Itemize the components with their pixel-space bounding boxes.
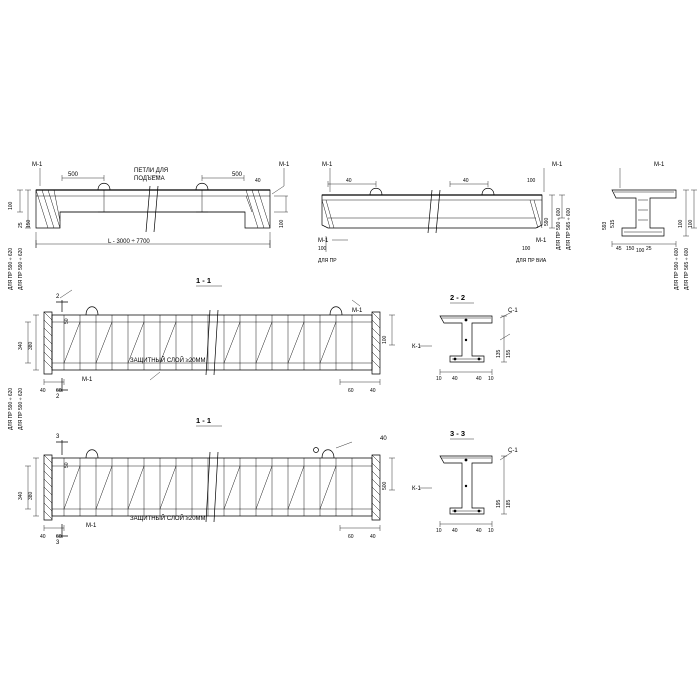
dim-100-upper-right: 100 [382,335,388,344]
label-section-1-1-lower: 1 - 1 [196,416,212,425]
dim-40-upper-right: 40 [370,388,376,394]
dim-40-sec2: 40 [452,376,458,382]
label-m1-sec1-lower: М-1 [86,523,97,529]
dim-500-b: 500 [232,172,243,178]
view-section-1-1-upper [8,248,395,400]
dim-515: 515 [610,219,616,228]
note-vert-right-top: ДЛЯ ПР 590 ÷ 600 [556,207,562,250]
dim-110-b: 100 [318,246,327,252]
dim-10-sec2-a: 10 [436,376,442,382]
dim-100-b: 100 [279,219,285,228]
dim-60-lower-left: 60 [56,534,62,540]
note-loop-line1: ПЕТЛИ ДЛЯ [134,168,169,174]
dim-500-a: 500 [68,172,79,178]
note-vert-right-bot2: ДЛЯ ПР 590 ÷ 600 [674,247,680,290]
mark-c1-sec3: С-1 [508,448,518,454]
dim-590: 590 [544,217,550,226]
label-m1-section-top: М-1 [654,162,665,168]
dim-10-sec2-b: 10 [488,376,494,382]
note-vert-left-bot: ДЛЯ ПР 590 ÷ 620 [8,387,14,430]
dim-380-a: 380 [28,341,34,350]
mark-2-upper-bottom: 2 [56,394,60,400]
view-cross-section-top-right [602,162,697,290]
dim-60-lower-right: 60 [348,534,354,540]
label-m1-left-top: М-1 [32,162,43,168]
note-cover-bottom: ЗАЩИТНЫЙ СЛОЙ ≥20ММ [130,516,206,522]
note-vert-left-top2: ДЛЯ ПР 590 ÷ 620 [18,247,24,290]
dim-40-a: 40 [255,178,261,184]
label-m1-sec1-left: М-1 [82,377,93,383]
dim-50-upper: 50 [64,318,70,324]
dim-10-sec3-b: 10 [488,528,494,534]
dim-40-lower-top-right: 40 [380,436,387,442]
dim-length-left: L - 3000 ÷ 7700 [108,239,150,245]
dim-10-sec3-a: 10 [436,528,442,534]
mark-3-lower-top: 3 [56,434,60,440]
dim-25-b: 25 [646,246,652,252]
mark-c1-sec2: С-1 [508,308,518,314]
dim-45: 45 [616,246,622,252]
dim-340-a: 340 [18,341,24,350]
mark-3-lower-bottom: 3 [56,540,60,546]
dim-40-sec3-b: 40 [476,528,482,534]
dim-150-b: 150 [626,246,635,252]
dim-40-upper-left: 40 [40,388,46,394]
label-m1-mid-left: М-1 [322,162,333,168]
view-section-1-1-lower [8,388,395,546]
dim-40-c: 40 [463,178,469,184]
dim-110-c: 100 [522,246,531,252]
dim-40-lower-left: 40 [40,534,46,540]
label-m1-mid-bottom: М-1 [318,238,329,244]
label-m1-mid-bottom-right: М-1 [536,238,547,244]
label-section-1-1-upper: 1 - 1 [196,276,212,285]
note-hole-right: ДЛЯ ПР ВИА [516,258,547,264]
dim-340-b: 340 [18,491,24,500]
note-loop-line2: ПОДЪЕМА [134,176,165,182]
mark-2-upper-top: 2 [56,294,60,300]
dim-100-d: 100 [688,219,694,228]
view-elevation-right [318,162,572,264]
view-section-3-3 [412,429,518,534]
view-section-2-2 [412,293,518,382]
dim-40-sec3-a: 40 [452,528,458,534]
dim-40-sec2-b: 40 [476,376,482,382]
label-section-2-2: 2 - 2 [450,293,466,302]
note-vert-right-bot: ДЛЯ ПР 565 ÷ 600 [684,247,690,290]
label-m1-mid-right: М-1 [552,162,563,168]
dim-500-lower-right: 500 [382,481,388,490]
dim-155-sec2: 155 [506,349,512,358]
label-m1-left-top-right: М-1 [279,162,290,168]
view-elevation-left [8,162,290,248]
dim-60-upper-right: 60 [348,388,354,394]
dim-60-upper-left: 60 [56,388,62,394]
dim-110-a: 100 [527,178,536,184]
note-vert-left-bot2: ДЛЯ ПР 590 ÷ 620 [18,387,24,430]
dim-195-sec3: 195 [496,499,502,508]
mark-k1-sec3: К-1 [412,486,421,492]
label-section-3-3: 3 - 3 [450,429,466,438]
note-hole-left: ДЛЯ ПР [318,258,337,264]
dim-380-b: 380 [28,491,34,500]
dim-100-c: 100 [678,219,684,228]
dim-25-a: 25 [18,222,24,228]
mark-k1-sec2: К-1 [412,344,421,350]
dim-50-lower: 50 [64,462,70,468]
note-cover-top: ЗАЩИТНЫЙ СЛОЙ ≥20ММ [130,358,206,364]
dim-40-b: 40 [346,178,352,184]
note-vert-right-mid: ДЛЯ ПР 565 ÷ 600 [566,207,572,250]
label-m1-sec1-right: М-1 [352,308,363,314]
dim-100-e: 100 [636,248,645,254]
dim-40-lower-right: 40 [370,534,376,540]
dim-135-sec2: 135 [496,349,502,358]
dim-150-a: 150 [26,219,32,228]
note-vert-left-top: ДЛЯ ПР 590 ÷ 620 [8,247,14,290]
dim-100-a: 100 [8,201,14,210]
dim-593-a: 593 [602,221,608,230]
dim-185-sec3: 185 [506,499,512,508]
